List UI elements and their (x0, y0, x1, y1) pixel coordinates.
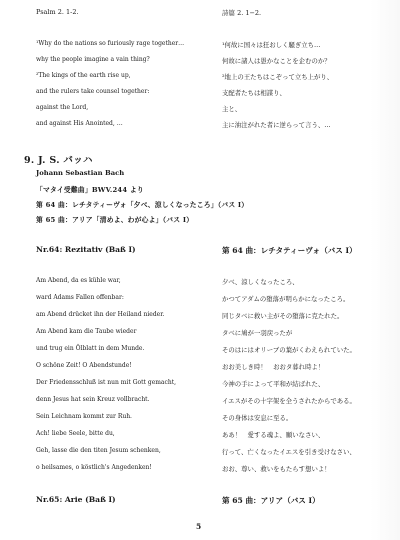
recitative-line-de: Am Abend, da es kühle war, (36, 277, 121, 284)
work-title: 「マタイ受難曲」BWV.244 より (36, 186, 144, 194)
recitative-line-de: und trug ein Ölblatt in dem Munde. (36, 345, 145, 352)
nr64-heading-ja: 第 64 曲：レチタティーヴォ（バス I） (222, 246, 357, 255)
recitative-line-de: Am Abend kam die Taube wieder (36, 328, 137, 335)
recitative-line-ja: おお、尊い、救いをもたらす想いよ！ (222, 465, 331, 473)
composer-name: Johann Sebastian Bach (36, 169, 125, 177)
recitative-line-de: am Abend drücket ihn der Heiland nieder. (36, 311, 165, 318)
psalm-line-en: and against His Anointed, … (36, 120, 123, 127)
recitative-line-ja: おお美しき時！ おおタ暮れ時よ！ (222, 363, 325, 371)
recitative-line-ja: そのはにはオリーブの葉がくわえられていた。 (222, 346, 356, 354)
psalm-line-ja: ²地上の王たちはこぞって立ち上がり、 (222, 73, 334, 81)
page-edge-shadow (370, 0, 400, 540)
nr65-heading-ja: 第 65 曲：アリア（バス I） (222, 496, 320, 505)
psalm-line-ja: ¹何故に国々は狂おしく騒ぎ立ち… (222, 41, 321, 49)
psalm-line-en: ²The kings of the earth rise up, (36, 72, 131, 79)
psalm-line-en: ¹Why do the nations so furiously rage together… (36, 40, 185, 47)
recitative-line-de: Sein Leichnam kommt zur Ruh. (36, 413, 132, 420)
psalm-line-ja: 支配者たちは相謀り、 (222, 89, 286, 97)
nr64-heading-de: Nr.64: Rezitativ (Baß I) (36, 245, 136, 254)
psalm-line-ja: 何故に諸人は愚かなことを企むのか？ (222, 57, 331, 65)
movement-64-title: 第 64 曲：レチタティーヴォ「夕べ、涼しくなったころ」（バス I） (36, 201, 249, 209)
recitative-line-ja: その身体は安息に至る。 (222, 414, 293, 422)
recitative-line-de: denn Jesus hat sein Kreuz vollbracht. (36, 396, 150, 403)
psalm-line-en: why the people imagine a vain thing? (36, 56, 150, 63)
recitative-line-ja: ああ！ 愛する魂よ、願いなさい、 (222, 431, 325, 439)
psalm-line-en: against the Lord, (36, 104, 89, 111)
recitative-line-de: o heilsames, o köstlich's Angedenken! (36, 464, 152, 471)
psalm-line-en: and the rulers take counsel together: (36, 88, 150, 95)
header-left: Psalm 2. 1-2. (36, 8, 79, 16)
recitative-line-de: Ach! liebe Seele, bitte du, (36, 430, 115, 437)
recitative-line-de: ward Adams Fallen offenbar: (36, 294, 124, 301)
recitative-line-ja: 行って、亡くなったイエスを引き受けなさい、 (222, 448, 356, 456)
recitative-line-de: Geh, lasse die den titen Jesum schenken, (36, 447, 161, 454)
recitative-line-ja: 夕べ、涼しくなったころ、 (222, 278, 299, 286)
recitative-line-de: O schöne Zeit! O Abendstunde! (36, 362, 132, 369)
recitative-line-de: Der Friedensschluß ist nun mit Gott gemacht, (36, 379, 177, 386)
recitative-line-ja: タベに鳩が一羽戻ったが (222, 329, 293, 337)
psalm-line-ja: 主と、 (222, 105, 242, 113)
nr65-heading-de: Nr.65: Arie (Baß I) (36, 495, 116, 504)
header-right: 詩篇 2. 1−2. (222, 9, 262, 17)
recitative-line-ja: かつてアダムの堕落が明らかになったころ。 (222, 295, 350, 303)
recitative-line-ja: 今神の手によって平和が結ばれた、 (222, 380, 325, 388)
page-number: 5 (196, 522, 202, 531)
section-heading: 9. J. S. バッハ (24, 155, 93, 166)
psalm-line-ja: 主に油注がれた者に逆らって言う、… (222, 121, 331, 129)
recitative-line-ja: 同じタベに救い主がその堕落に克たれた。 (222, 312, 344, 320)
recitative-line-ja: イエスがその十字架を全うされたからである。 (222, 397, 356, 405)
movement-65-title: 第 65 曲：アリア「清めよ、わが心よ」（バス I） (36, 216, 194, 224)
